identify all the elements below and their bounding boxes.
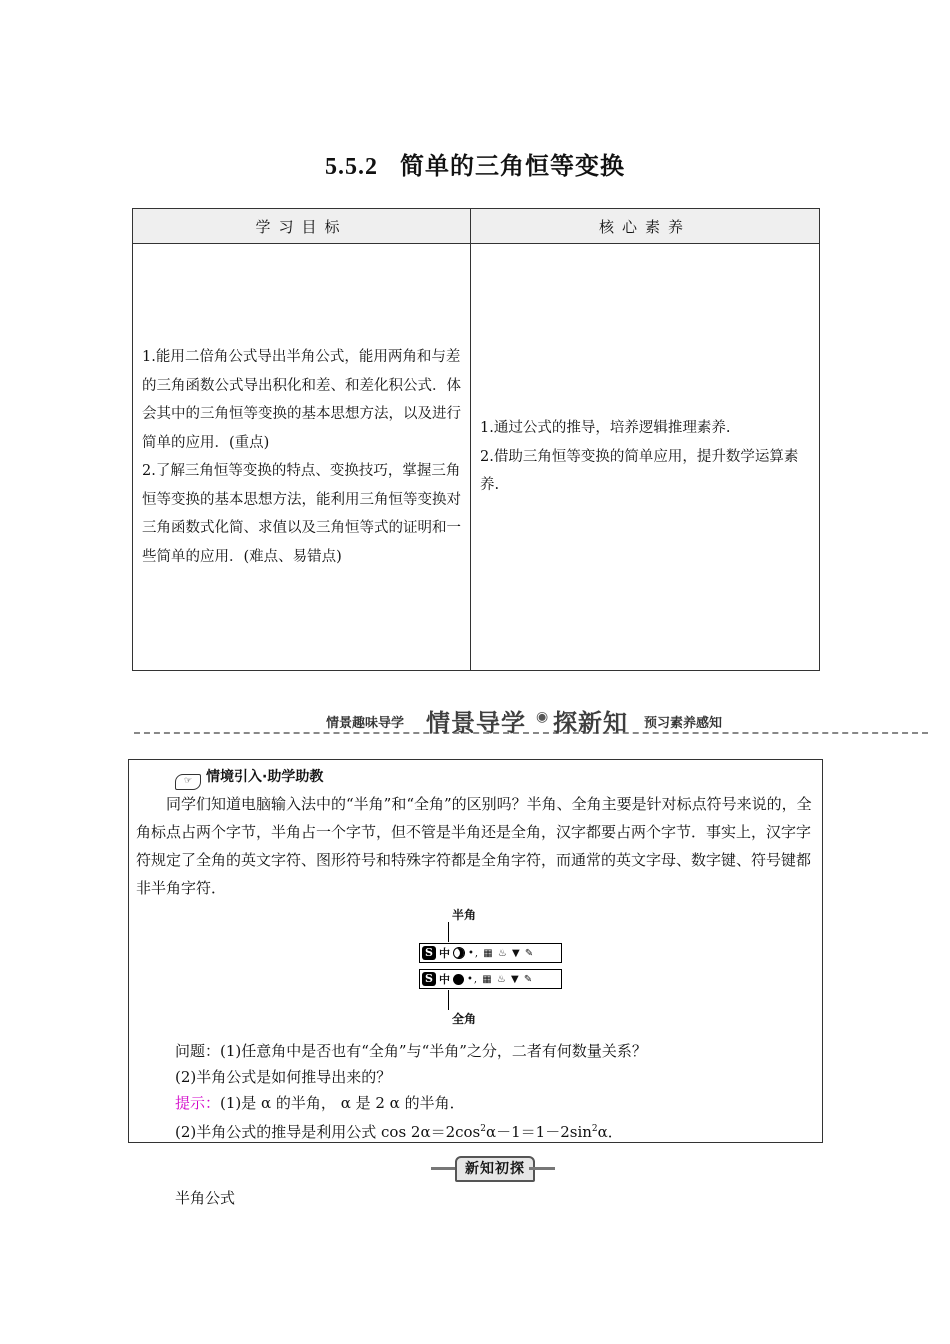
goals-table [132,208,820,671]
question-1: 问题：(1)任意角中是否也有“全角”与“半角”之分，二者有何数量关系？ [175,1042,647,1060]
ime-figure [416,906,566,1026]
title-text: 简单的三角恒等变换 [400,151,625,180]
section-banner [134,703,928,739]
toolbar-icons: •, ▦ ♨ ▼ ✎ [467,973,534,985]
intro-box [128,759,823,1143]
arrow-icon: ◉ [536,709,549,725]
header-learning-goals: 学习目标 [133,209,471,244]
hint-line [175,1090,465,1116]
half-width-label: 半角 [452,908,477,922]
goal-item: 1.能用二倍角公式导出半角公式，能用两角和与差的三角函数公式导出积化和差、和差化积公式．体会其中的三角恒等变换的基本思想方法，以及进行简单的应用．(重点) [142,349,461,451]
banner-title-left: 情景导学 [426,709,526,737]
answer-2: (2)半角公式的推导是利用公式 $\cos 2\alpha=2\cos^2\alpha-1=1-2\sin^2\alpha$． [175,1123,623,1141]
pointer-line-top [448,922,449,942]
half-moon-icon [453,947,465,959]
sogou-logo-icon: S [422,972,436,986]
learning-goals-cell [133,244,471,671]
ime-mode: 中 [439,947,450,960]
section-number: 5.5.2 [325,154,378,180]
intro-heading: ☞ 情境引入·助学助教 [175,766,323,790]
literacy-item: 2.借助三角恒等变换的简单应用，提升数学运算素养. [480,448,799,494]
full-circle-icon [453,974,464,985]
page-title [0,146,950,181]
intro-paragraph: 同学们知道电脑输入法中的“半角”和“全角”的区别吗？半角、全角主要是针对标点符号来说的，全角标点占两个字节，半角占一个字节，但不管是半角还是全角，汉字都要占两个字节．事实上，汉字字符规定了全角的英文字符、图形符号和特殊字符都是全角字符，而通常的英文字母、数字键、符号键都非半角字符． [136,795,812,897]
new-knowledge-tag [431,1156,555,1180]
goal-item: 2.了解三角恒等变换的特点、变换技巧，掌握三角恒等变换的基本思想方法，能利用三角恒等变换对三角函数式化简、求值以及三角恒等式的证明和一些简单的应用．(难点、易错点) [142,463,461,565]
section-heading: 半角公式 [175,1189,236,1207]
banner-left-caption: 情景趣味导学 [326,716,405,731]
ime-mode: 中 [439,973,450,986]
ime-bar-half [419,943,562,963]
core-literacy-cell [471,244,820,671]
header-core-literacy: 核心素养 [471,209,820,244]
full-width-label: 全角 [452,1012,477,1026]
banner-title-right: 探新知 [553,709,628,737]
new-knowledge-label: 新知初探 [455,1156,535,1182]
sogou-logo-icon: S [422,946,436,960]
pointer-line-bottom [448,990,449,1010]
hand-icon: ☞ [175,774,201,790]
hint-text: (1)是 α 的半角， α 是 2 α 的半角． [220,1094,465,1112]
hint-label: 提示： [175,1094,221,1112]
question-2: (2)半角公式是如何推导出来的？ [175,1068,392,1086]
banner-dashed-line [134,732,928,734]
ime-bar-full [419,969,562,989]
toolbar-icons: •, ▦ ♨ ▼ ✎ [468,947,535,959]
banner-right-caption: 预习素养感知 [644,716,723,731]
literacy-item: 1.通过公式的推导，培养逻辑推理素养. [480,420,731,437]
